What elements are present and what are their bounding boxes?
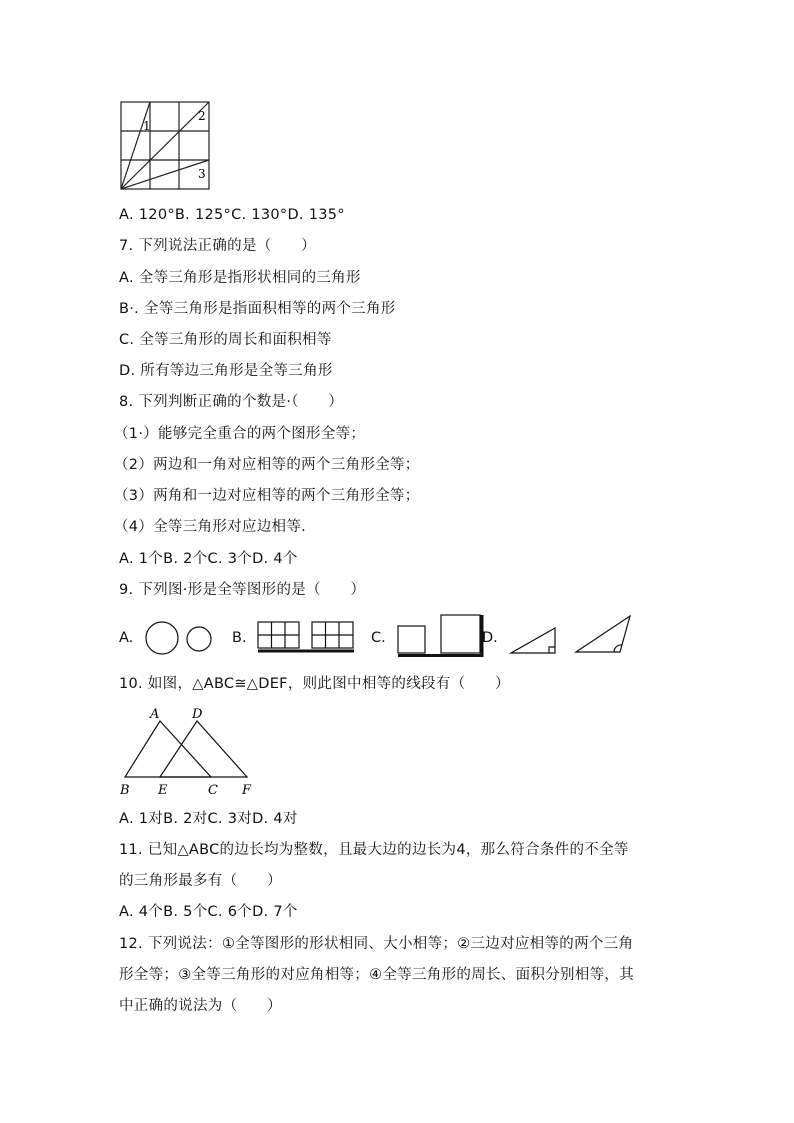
q9-option-b-label: B.	[232, 630, 247, 646]
q9-option-a-circles	[143, 620, 215, 656]
q8-statement-2: （2）两边和一角对应相等的两个三角形全等；	[114, 457, 420, 473]
q8-statement-1: （1·）能够完全重合的两个图形全等；	[114, 426, 366, 442]
q9-option-d-label: D.	[482, 630, 498, 646]
q10-triangles-figure	[112, 702, 262, 798]
q8-stem: 8. 下列判断正确的个数是·（ ）	[119, 394, 344, 410]
q10-options: A. 1对B. 2对C. 3对D. 4对	[119, 811, 298, 827]
q12-line-3: 中正确的说法为（ ）	[119, 998, 282, 1014]
point-label-b: B	[120, 783, 130, 798]
q7-option-b: B·. 全等三角形是指面积相等的两个三角形	[119, 301, 396, 317]
q11-options: A. 4个B. 5个C. 6个D. 7个	[119, 904, 298, 920]
q11-line-2: 的三角形最多有（ ）	[119, 873, 282, 889]
point-label-d: D	[192, 707, 203, 722]
angle-label-3: 3	[198, 167, 206, 181]
point-label-f: F	[242, 783, 252, 798]
q9-option-c-label: C.	[371, 630, 386, 646]
point-label-a: A	[150, 707, 160, 722]
q8-statement-4: （4）全等三角形对应边相等.	[114, 519, 307, 535]
q7-option-c: C. 全等三角形的周长和面积相等	[119, 332, 332, 348]
q9-option-b-grids	[256, 620, 356, 654]
q12-line-2: 形全等；③全等三角形的对应角相等；④全等三角形的周长、面积分别相等，其	[119, 967, 634, 983]
q7-option-d: D. 所有等边三角形是全等三角形	[119, 363, 333, 379]
point-label-e: E	[158, 783, 168, 798]
angle-label-1: 1	[143, 119, 151, 133]
q9-option-c-squares	[395, 612, 487, 658]
angle-label-2: 2	[198, 109, 206, 123]
grid-angle-figure	[118, 100, 212, 192]
q6-options: A. 120°B. 125°C. 130°D. 135°	[119, 207, 345, 223]
q9-stem: 9. 下列图·形是全等图形的是（ ）	[119, 582, 366, 598]
q10-stem: 10. 如图，△ABC≅△DEF，则此图中相等的线段有（ ）	[119, 676, 510, 692]
q7-option-a: A. 全等三角形是指形状相同的三角形	[119, 270, 361, 286]
q9-option-a-label: A.	[119, 630, 134, 646]
q12-line-1: 12. 下列说法：①全等图形的形状相同、大小相等；②三边对应相等的两个三角	[119, 936, 634, 952]
q7-stem: 7. 下列说法正确的是（ ）	[119, 238, 316, 254]
q8-statement-3: （3）两角和一边对应相等的两个三角形全等；	[114, 488, 420, 504]
point-label-c: C	[208, 783, 218, 798]
q11-line-1: 11. 已知△ABC的边长均为整数，且最大边的边长为4，那么符合条件的不全等	[119, 842, 629, 858]
q9-option-d-triangles	[508, 614, 640, 658]
q8-options: A. 1个B. 2个C. 3个D. 4个	[119, 551, 298, 567]
